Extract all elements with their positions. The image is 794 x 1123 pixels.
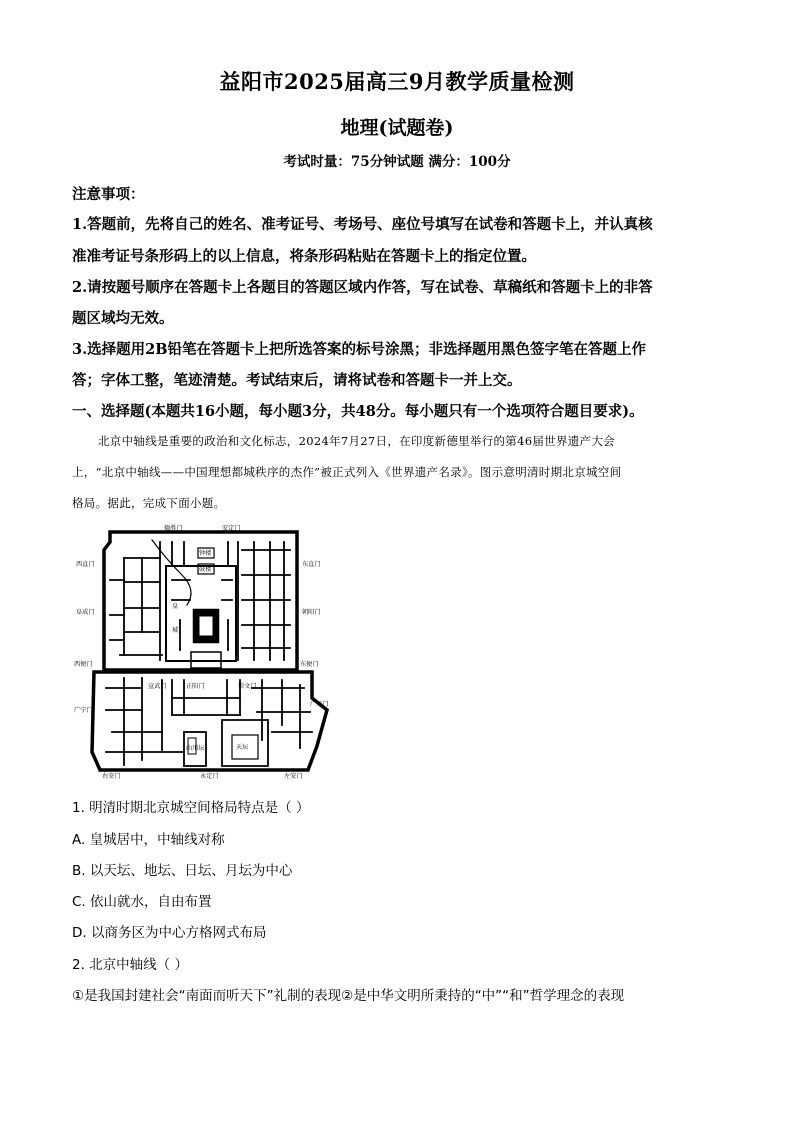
question-option: B. 以天坛、地坛、日坛、月坛为中心 [72,863,293,879]
notice-line: 3.选择题用2B铅笔在答题卡上把所选答案的标号涂黑；非选择题用黑色签字笔在答题上作 [72,341,646,358]
map-label-gulou: 鼓楼 [199,566,212,573]
map-label-guangqumen: 广渠门 [310,701,329,708]
question-stem: 1. 明清时期北京城空间格局特点是（ ） [72,800,310,816]
map-label-zuoanmen: 左安门 [284,773,303,780]
question-stem: 2. 北京中轴线（ ） [72,957,188,973]
material-line: 格局。据此，完成下面小题。 [72,496,226,510]
material-line: 北京中轴线是重要的政治和文化标志，2024年7月27日，在印度新德里举行的第46届世界遗产大会 [98,434,615,448]
map-label-zhonglou: 钟楼 [199,550,212,557]
section-heading: 一、选择题(本题共16小题，每小题3分，共48分。每小题只有一个选项符合题目要求)。 [72,403,644,420]
question-statements: ①是我国封建社会“南面而听天下”礼制的表现②是中华文明所秉持的“中”“和”哲学理念的表现 [72,988,625,1004]
map-label-xibianmen: 西便门 [74,661,93,668]
exam-subject: 地理(试题卷) [340,117,454,139]
map-label-andingmen: 安定门 [222,525,241,532]
map-label-cheng: 城 [172,627,179,634]
map-label-chaoyangmen: 朝阳门 [302,609,321,616]
notice-line: 答；字体工整，笔迹清楚。考试结束后，请将试卷和答题卡一并上交。 [72,372,522,389]
notice-line: 准准考证号条形码上的以上信息，将条形码粘贴在答题卡上的指定位置。 [72,248,536,265]
exam-info: 考试时量：75分钟试题 满分：100分 [283,154,511,170]
map-label-xuanwumen: 宣武门 [148,683,167,690]
material-line: 上，“北京中轴线——中国理想都城秩序的杰作”被正式列入《世界遗产名录》。图示意明清时期北京城空间 [72,465,622,479]
map-label-xizhimen: 西直门 [76,561,95,568]
map-label-tiantan: 天坛 [236,744,249,751]
notice-line: 2.请按题号顺序在答题卡上各题目的答题区域内作答，写在试卷、草稿纸和答题卡上的非答 [72,279,653,296]
map-label-yongdingmen: 永定门 [200,773,219,780]
question-option: A. 皇城居中，中轴线对称 [72,832,225,848]
map-label-dongbianmen: 东便门 [300,661,319,668]
map-label-chongwenmen: 崇文门 [238,683,257,690]
map-label-shanchuantan: 山川坛 [186,745,205,752]
map-label-youanmen: 右安门 [102,773,121,780]
beijing-city-map [72,520,332,782]
map-label-zhengyangmen: 正阳门 [186,683,205,690]
exam-title: 益阳市2025届高三9月教学质量检测 [219,69,575,94]
notice-heading: 注意事项： [72,186,145,203]
question-option: C. 依山就水，自由布置 [72,894,212,910]
map-label-fuchengmen: 阜成门 [76,609,95,616]
map-label-huang: 皇 [172,603,179,610]
notice-line: 1.答题前，先将自己的姓名、准考证号、考场号、座位号填写在试卷和答题卡上，并认真核 [72,216,653,233]
map-label-guanganmen: 广宁门 [74,707,93,714]
map-label-deshengmen: 德胜门 [164,525,183,532]
map-label-dongzhimen: 东直门 [302,561,321,568]
notice-line: 题区域均无效。 [72,310,174,327]
question-option: D. 以商务区为中心方格网式布局 [72,925,267,941]
